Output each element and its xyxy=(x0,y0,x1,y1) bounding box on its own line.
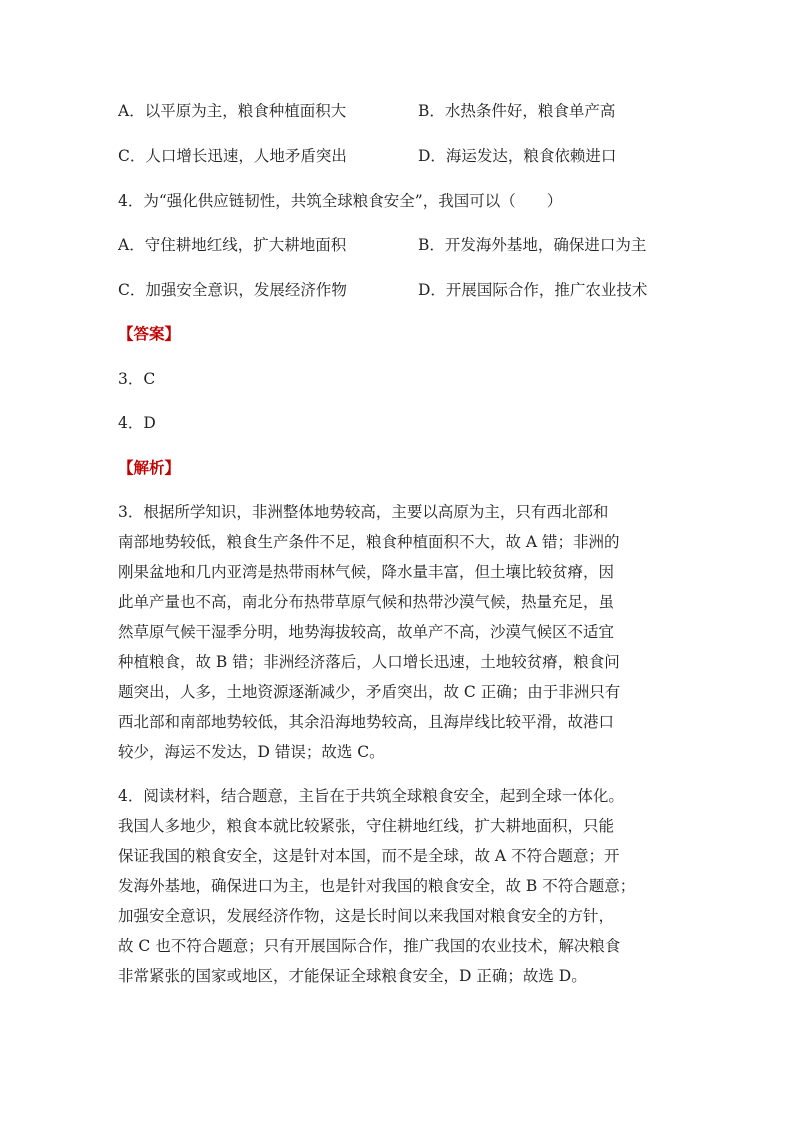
analysis-3-line: 刚果盆地和几内亚湾是热带雨林气候，降水量丰富，但土壤比较贫瘠，因 xyxy=(118,563,615,581)
q4-option-d: D．开展国际合作，推广农业技术 xyxy=(418,281,648,299)
q4-option-a: A．守住耕地红线，扩大耕地面积 xyxy=(118,236,347,254)
q3-option-d: D．海运发达，粮食依赖进口 xyxy=(418,147,617,165)
analysis-4-line: 发海外基地，确保进口为主，也是针对我国的粮食安全，故 B 不符合题意； xyxy=(118,877,636,895)
analysis-label: 【解析】 xyxy=(118,458,181,477)
analysis-4-line: 加强安全意识，发展经济作物，这是长时间以来我国对粮食安全的方针， xyxy=(118,907,615,925)
analysis-4-line: 故 C 也不符合题意；只有开展国际合作，推广我国的农业技术，解决粮食 xyxy=(118,937,621,955)
analysis-3-line: 题突出，人多，土地资源逐渐减少，矛盾突出，故 C 正确；由于非洲只有 xyxy=(118,683,621,701)
answer-4: 4．D xyxy=(118,414,156,432)
analysis-4-line: 非常紧张的国家或地区，才能保证全球粮食安全，D 正确；故选 D。 xyxy=(118,967,587,985)
answer-label: 【答案】 xyxy=(118,324,181,343)
answer-3: 3．C xyxy=(118,370,156,388)
q3-option-c: C．人口增长迅速，人地矛盾突出 xyxy=(118,147,347,165)
analysis-3-line: 南部地势较低，粮食生产条件不足，粮食种植面积不大，故 A 错；非洲的 xyxy=(118,533,620,551)
q3-option-a: A．以平原为主，粮食种植面积大 xyxy=(118,102,347,120)
analysis-3-line: 西北部和南部地势较低，其余沿海地势较高，且海岸线比较平滑，故港口 xyxy=(118,713,615,731)
analysis-3-line: 3．根据所学知识，非洲整体地势较高，主要以高原为主，只有西北部和 xyxy=(118,503,609,521)
analysis-4-line: 我国人多地少，粮食本就比较紧张，守住耕地红线，扩大耕地面积，只能 xyxy=(118,817,615,835)
analysis-3-line: 此单产量也不高，南北分布热带草原气候和热带沙漠气候，热量充足，虽 xyxy=(118,593,615,611)
q3-option-b: B．水热条件好，粮食单产高 xyxy=(418,102,616,120)
analysis-4-line: 保证我国的粮食安全，这是针对本国，而不是全球，故 A 不符合题意；开 xyxy=(118,847,620,865)
q4-stem: 4．为“强化供应链韧性，共筑全球粮食安全”，我国可以（ ） xyxy=(118,192,563,210)
analysis-3-line: 然草原气候干湿季分明，地势海拔较高，故单产不高，沙漠气候区不适宜 xyxy=(118,623,615,641)
analysis-3-line: 种植粮食，故 B 错；非洲经济落后，人口增长迅速，土地较贫瘠，粮食问 xyxy=(118,653,620,671)
q4-option-c: C．加强安全意识，发展经济作物 xyxy=(118,281,347,299)
q4-option-b: B．开发海外基地，确保进口为主 xyxy=(418,236,647,254)
analysis-3-line: 较少，海运不发达，D 错误；故选 C。 xyxy=(118,743,385,761)
analysis-4-line: 4．阅读材料，结合题意，主旨在于共筑全球粮食安全，起到全球一体化。 xyxy=(118,787,624,805)
